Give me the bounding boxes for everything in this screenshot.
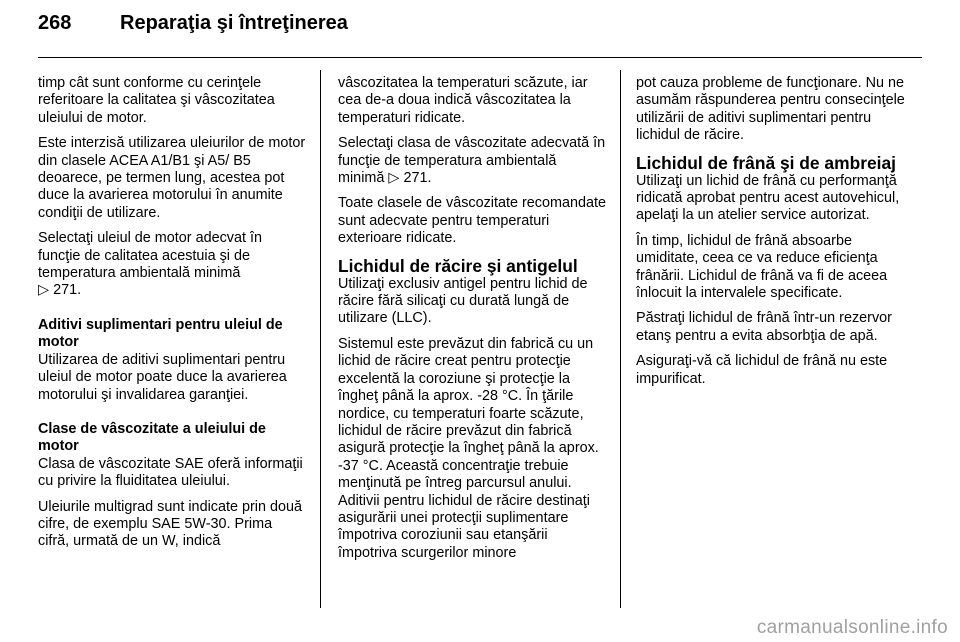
paragraph: Sistemul este prevăzut din fabrică cu un lichid de răcire creat pentru protecţie excelentă la coroziune şi protecţie la îngheţ până la aprox. -28 °C. În ţările nordice, cu temperaturi foarte scăzute, lichidul de răcire prevăzut din fabrică asigură protecţie la îngheţ până la aprox. -37 °C. Această concentraţie trebuie menţinută pe întreg parcursul anului. Aditivii pentru lichidul de răcire destinaţi asigurării unei protecţii suplimentare împotriva coroziunii sau etanşării împotriva scurgerilor minore <box>338 335 599 561</box>
paragraph: timp cât sunt conforme cu cerinţele referitoare la calitatea şi vâscozitatea uleiului de motor. <box>38 75 275 126</box>
paragraph-text: Selectaţi clasa de vâscozitate adecvată în funcţie de temperatura ambientală minimă <box>338 135 606 187</box>
page-header <box>38 12 348 42</box>
page-reference-link[interactable]: 271. <box>53 282 82 299</box>
paragraph: Utilizaţi exclusiv antigel pentru lichid de răcire fără silicaţi cu durată lungă de utilizare (LLC). <box>338 275 588 327</box>
paragraph: Asiguraţi-vă că lichidul de frână nu este impurificat. <box>636 353 888 387</box>
page-reference-icon: ▷ <box>388 170 400 187</box>
paragraph: Păstraţi lichidul de frână într-un rezervor etanş pentru a evita absorbţia de apă. <box>636 310 892 344</box>
subheading-viscosity: Clase de vâscozitate a uleiului de motor <box>38 420 266 455</box>
heading-brake-fluid: Lichidul de frână şi de ambreiaj <box>636 152 896 173</box>
paragraph: Utilizarea de aditivi suplimentari pentru uleiul de motor poate duce la avarierea motorului şi invalidarea garanţiei. <box>38 351 287 403</box>
paragraph <box>338 135 606 187</box>
paragraph: Toate clasele de vâscozitate recomandate sunt adecvate pentru temperaturi exterioare ridicate. <box>338 195 606 247</box>
paragraph: În timp, lichidul de frână absoarbe umiditate, ceea ce va reduce eficienţa frânării. Lichidul de frână va fi de aceea înlocuit la intervalele specificate. <box>636 232 888 302</box>
paragraph <box>38 230 306 300</box>
column-divider <box>320 70 321 608</box>
text-column-1 <box>38 75 306 559</box>
page-number: 268 <box>38 12 72 34</box>
paragraph: Uleiurile multigrad sunt indicate prin două cifre, de exemplu SAE 5W-30. Prima cifră, urmată de un W, indică <box>38 498 302 550</box>
paragraph: pot cauza probleme de funcţionare. Nu ne asumăm răspunderea pentru consecinţele utilizării de aditivi suplimentari pentru lichidul de răcire. <box>636 75 905 144</box>
paragraph: vâscozitatea la temperaturi scăzute, iar cea de-a doua indică vâscozitatea la temperaturi ridicate. <box>338 75 588 126</box>
paragraph-text: Selectaţi uleiul de motor adecvat în funcţie de calitatea acestuia şi de temperatura ambientală minimă <box>38 230 262 282</box>
page-reference-icon: ▷ <box>38 282 50 299</box>
subheading-additives: Aditivi suplimentari pentru uleiul de motor <box>38 316 283 351</box>
paragraph: Clasa de vâscozitate SAE oferă informaţii cu privire la fluiditatea uleiului. <box>38 455 303 490</box>
text-column-2 <box>338 75 606 570</box>
page-title: Reparaţia şi întreţinerea <box>120 12 348 34</box>
watermark: carmanualsonline.info <box>756 617 948 638</box>
paragraph: Este interzisă utilizarea uleiurilor de motor din clasele ACEA A1/B1 şi A5/ B5 deoarece, pe termen lung, acestea pot duce la avarierea motorului în anumite condiţii de utilizare. <box>38 135 306 221</box>
header-divider <box>38 57 922 58</box>
text-column-3 <box>636 75 908 396</box>
heading-coolant: Lichidul de răcire şi antigelul <box>338 255 578 276</box>
page-reference-link[interactable]: 271. <box>403 170 432 187</box>
paragraph: Utilizaţi un lichid de frână cu performanţă ridicată aprobat pentru acest autovehicul, apelaţi la un atelier service autorizat. <box>636 172 900 224</box>
column-divider <box>620 70 621 608</box>
